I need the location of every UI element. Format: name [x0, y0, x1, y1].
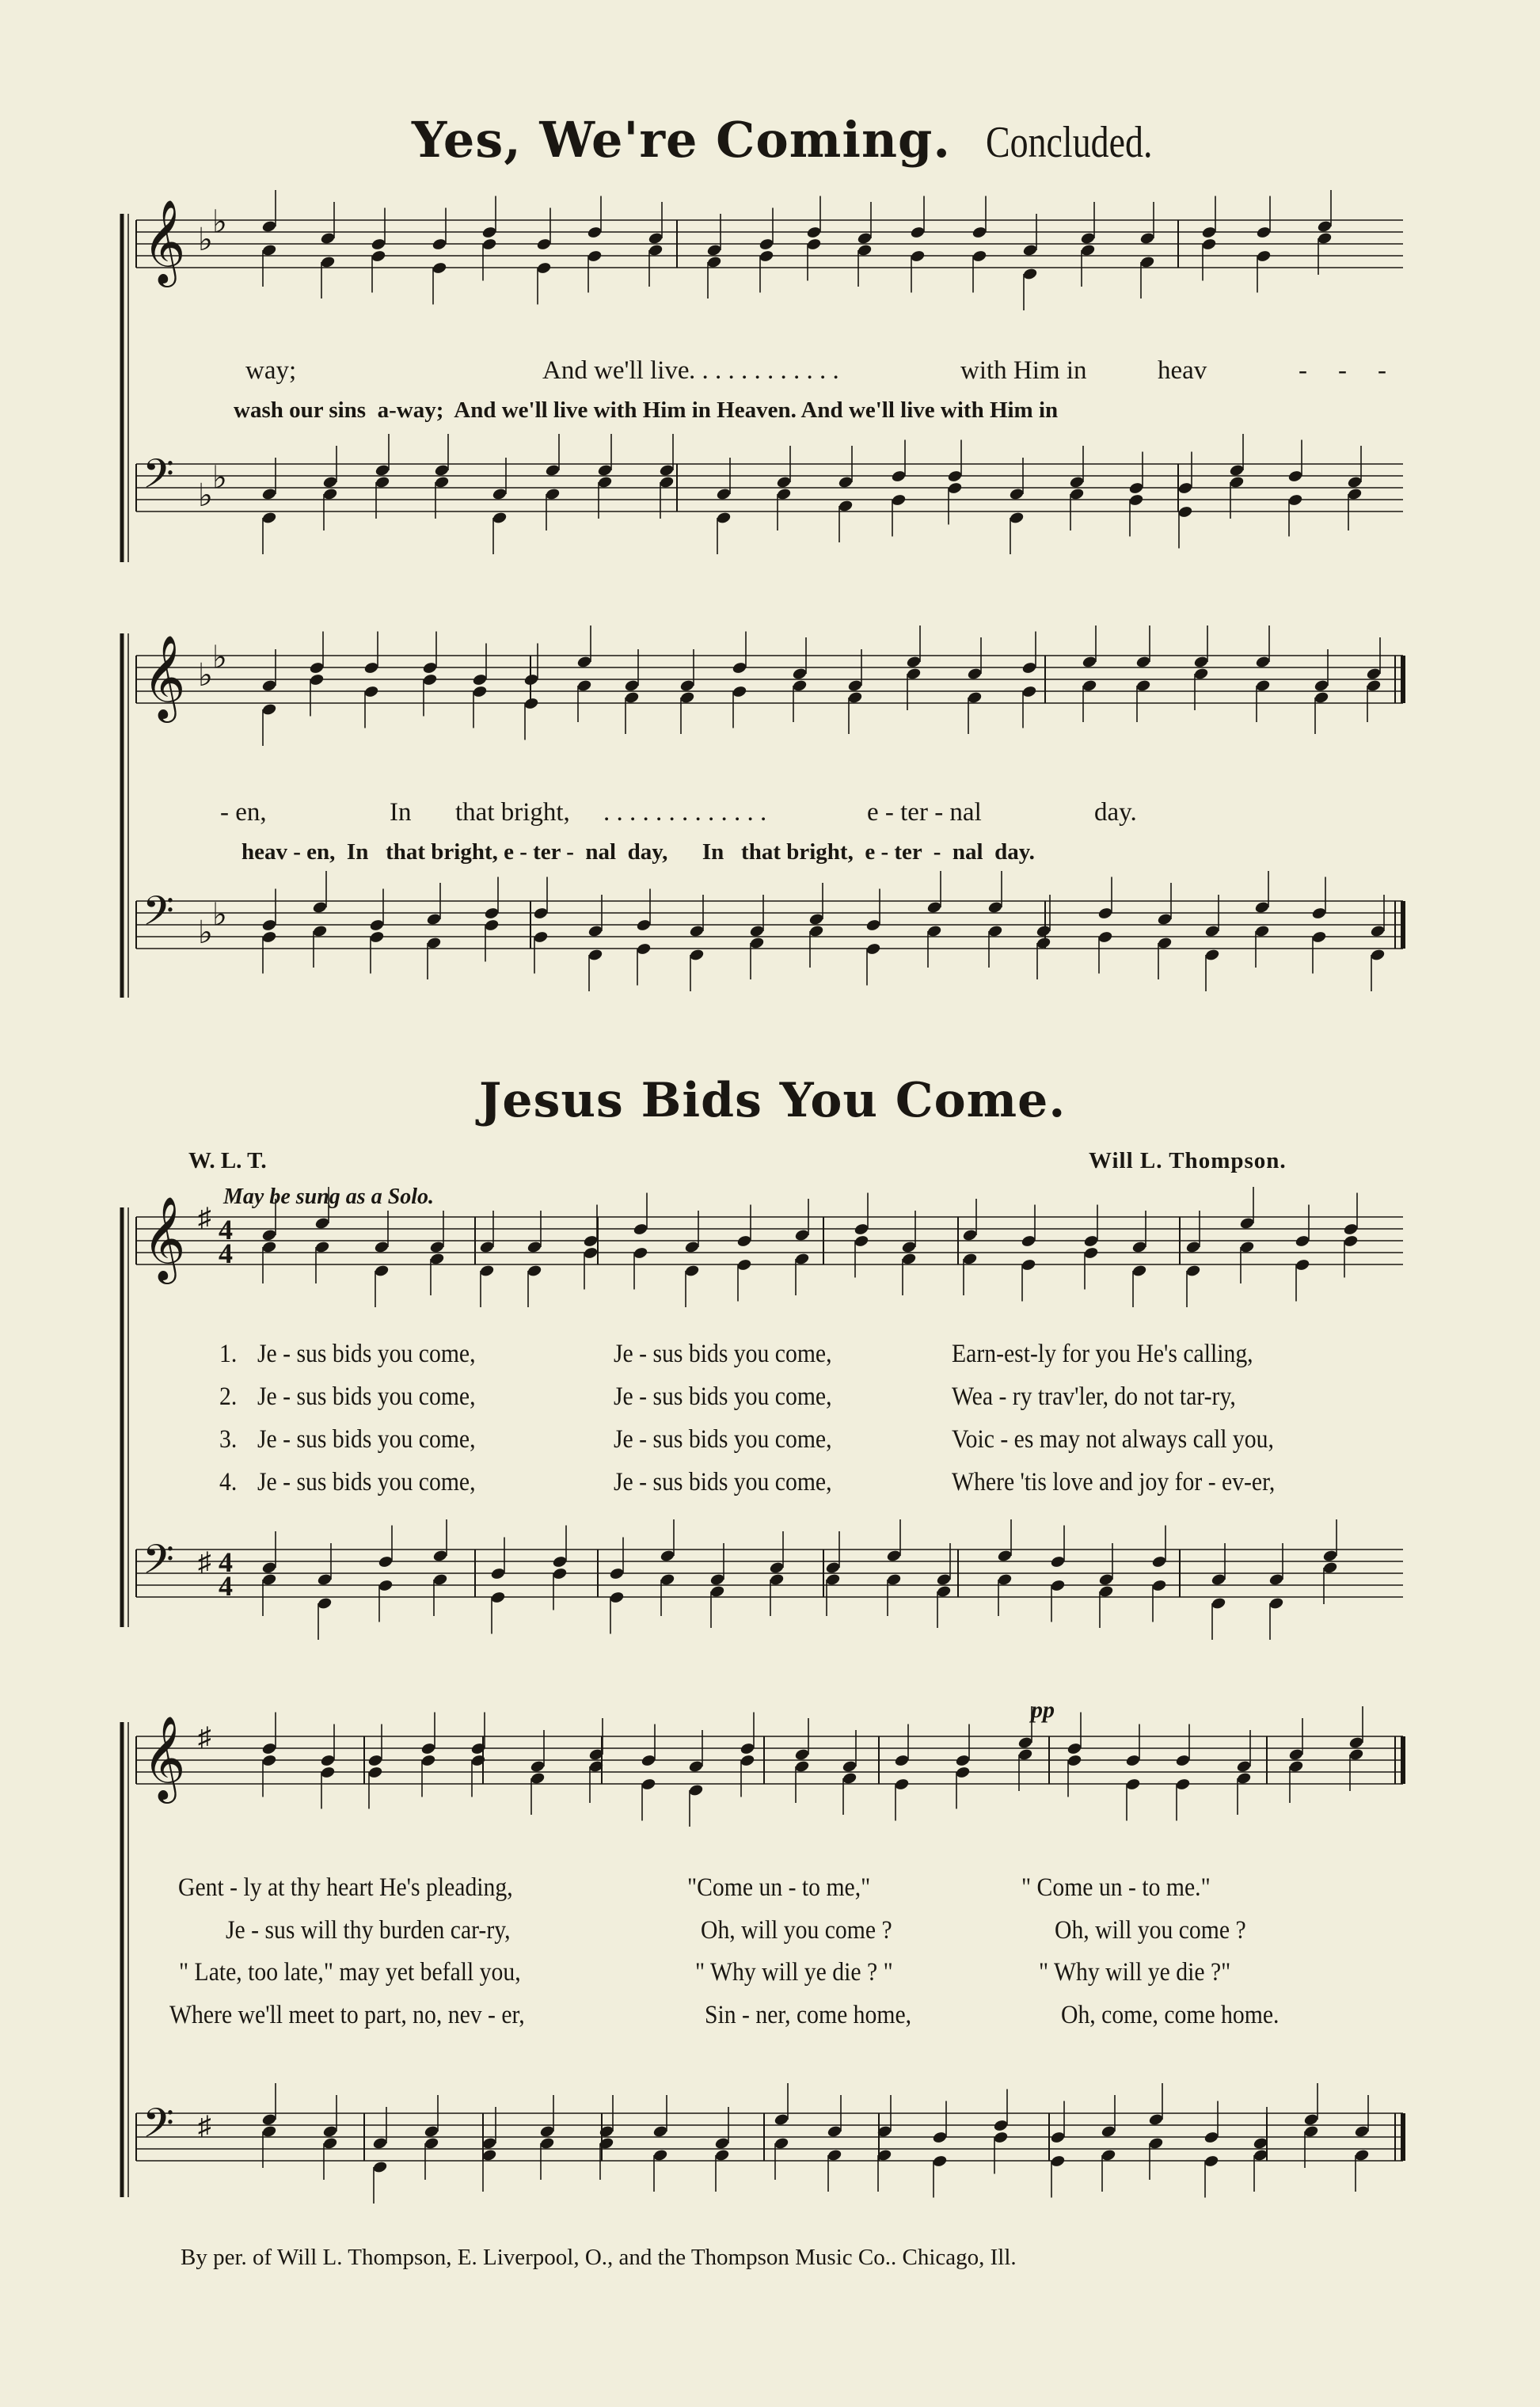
flat-icon: ♭: [212, 459, 227, 496]
lyric-word: day.: [1094, 798, 1137, 827]
verse-lyric: Je - sus bids you come,: [614, 1425, 832, 1454]
flat-icon: ♭: [212, 203, 227, 240]
alt-lyric-line: wash our sins a-way; And we'll live with Him in Heaven. And we'll live with Him in: [234, 397, 1059, 423]
verse-lyric: Je - sus bids you come,: [614, 1382, 832, 1411]
sharp-icon: ♯: [198, 1723, 211, 1752]
system-bracket: [119, 1207, 1417, 1627]
verse-lyric: " Why will ye die ?": [1039, 1958, 1231, 1987]
treble-clef-icon: 𝄞: [143, 634, 186, 719]
flat-icon: ♭: [198, 477, 213, 513]
lyric-word: -: [1378, 356, 1386, 385]
bass-clef-icon: 𝄢: [143, 1535, 174, 1593]
lyric-word: -: [1338, 356, 1347, 385]
verse-lyric: Earn-est-ly for you He's calling,: [952, 1340, 1253, 1368]
lyric-word: And we'll live: [542, 356, 690, 385]
verse-lyric: Je - sus bids you come,: [257, 1340, 476, 1368]
alt-lyric-line: heav - en, In that bright, e - ter - nal day, In that bright, e - ter - nal day.: [241, 839, 1035, 865]
lyric-word: that bright,: [455, 798, 570, 827]
lyric-word: -: [1299, 356, 1307, 385]
lyric-word: way;: [245, 356, 297, 385]
time-signature: 4: [219, 1546, 233, 1578]
verse-lyric: Je - sus bids you come,: [257, 1425, 476, 1454]
lyric-word: . . . . . . . . . . . .: [689, 356, 839, 385]
verse-lyric: Voic - es may not always call you,: [952, 1425, 1274, 1454]
performance-instruction: May be sung as a Solo.: [223, 1184, 435, 1209]
lyric-word: e - ter - nal: [867, 798, 982, 827]
copyright-footer: By per. of Will L. Thompson, E. Liverpool, O., and the Thompson Music Co.. Chicago, Ill.: [181, 2245, 1017, 2270]
page-title: Yes, We're Coming.: [412, 111, 951, 169]
sharp-icon: ♯: [198, 1548, 211, 1577]
flat-icon: ♭: [212, 639, 227, 675]
lyric-word: - en,: [220, 798, 267, 827]
time-signature: 4: [219, 1570, 233, 1602]
flat-icon: ♭: [212, 896, 227, 933]
treble-clef-icon: 𝄞: [143, 1715, 186, 1800]
verse-lyric: Je - sus bids you come,: [614, 1340, 832, 1368]
flat-icon: ♭: [198, 915, 213, 950]
bass-clef-icon: 𝄢: [143, 450, 174, 508]
author-initials: W. L. T.: [188, 1148, 267, 1173]
verse-lyric: Oh, will you come ?: [1055, 1916, 1246, 1945]
sharp-icon: ♯: [198, 2112, 211, 2141]
verse-lyric: Oh, come, come home.: [1061, 2001, 1280, 2029]
verse-lyric: " Why will ye die ? ": [695, 1958, 893, 1987]
treble-clef-icon: 𝄞: [143, 1196, 186, 1280]
verse-lyric: Sin - ner, come home,: [705, 2001, 912, 2029]
verse-lyric: Gent - ly at thy heart He's pleading,: [178, 1873, 513, 1902]
flat-icon: ♭: [198, 657, 213, 693]
verse-lyric: " Come un - to me.": [1021, 1873, 1211, 1902]
verse-lyric: Je - sus bids you come,: [257, 1468, 476, 1496]
verse-number: 4.: [219, 1468, 238, 1496]
hymn1-system-1: [119, 199, 1417, 562]
lyric-word: . . . . . . . . . . . . .: [603, 798, 767, 827]
flat-icon: ♭: [198, 222, 213, 257]
verse-lyric: Oh, will you come ?: [701, 1916, 892, 1945]
system-bracket: [119, 214, 1417, 562]
verse-number: 1.: [219, 1340, 238, 1368]
treble-clef-icon: 𝄞: [143, 199, 186, 283]
verse-number: 3.: [219, 1425, 238, 1454]
bass-clef-icon: 𝄢: [143, 887, 174, 945]
sharp-icon: ♯: [198, 1204, 211, 1233]
lyric-word: heav: [1158, 356, 1207, 385]
composer-name: Will L. Thompson.: [1089, 1148, 1287, 1173]
hymn1-system-2: [119, 633, 1417, 998]
lyric-word: In: [390, 798, 412, 827]
verse-lyric: "Come un - to me,": [687, 1873, 871, 1902]
verse-lyric: Where we'll meet to part, no, nev - er,: [169, 2001, 525, 2029]
lyric-word: with Him in: [960, 356, 1087, 385]
verse-lyric: Je - sus will thy burden car-ry,: [226, 1916, 511, 1945]
verse-lyric: " Late, too late," may yet befall you,: [179, 1958, 521, 1987]
system-bracket: [119, 633, 1417, 998]
verse-lyric: Je - sus bids you come,: [257, 1382, 476, 1411]
verse-lyric: Je - sus bids you come,: [614, 1468, 832, 1496]
dynamic-marking: pp: [1031, 1697, 1055, 1723]
verse-lyric: Wea - ry trav'ler, do not tar-ry,: [952, 1382, 1236, 1411]
concluded-label: Concluded.: [986, 118, 1153, 167]
time-signature: 4: [219, 1238, 233, 1269]
hymn-title: Jesus Bids You Come.: [479, 1073, 1067, 1128]
verse-lyric: Where 'tis love and joy for - ev-er,: [952, 1468, 1276, 1496]
time-signature: 4: [219, 1214, 233, 1245]
verse-number: 2.: [219, 1382, 238, 1411]
bass-clef-icon: 𝄢: [143, 2099, 174, 2157]
